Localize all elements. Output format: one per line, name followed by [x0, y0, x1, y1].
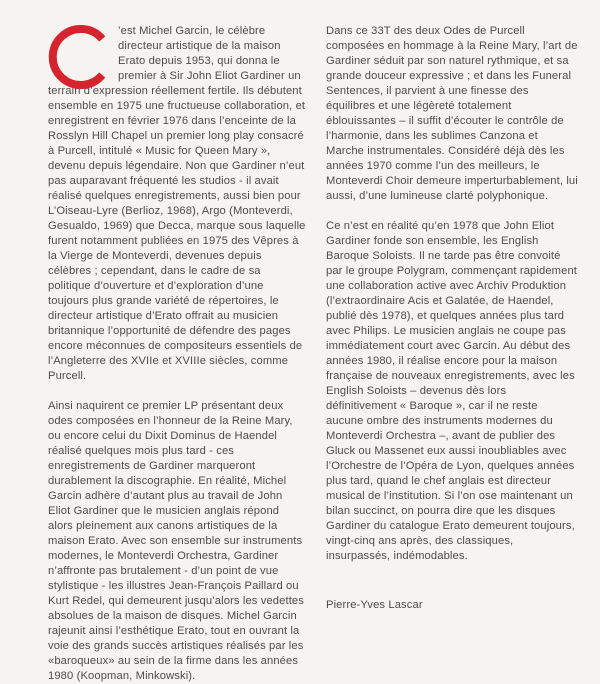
- paragraph-text: Ainsi naquirent ce premier LP présentant deux odes composées en l’honneur de la Reine Mary, ou encore celui du Dixit Dominus de Haendel réalisé quelques mois plus tard - ces enregistrements de Gardiner marqueront durablement la discographie. En réalité, Michel Garcin adhère d’autant plus au travail de John Eliot Gardiner que le musicien anglais répond alors pleinement aux canons artistiques de la maison Erato. Avec son ensemble sur instruments modernes, le Monteverdi Orchestra, Gardiner n’affronte pas brutalement - d’un point de vue stylistique - les illustres Jean-François Paillard ou Kurt Redel, qui demeurent jusqu’alors les vedettes absolues de la maison de disques. Michel Garcin rajeunit ainsi l’esthétique Erato, tout en ouvrant la voie des grands succès artistiques réalisés par les «baroqueux» au sein de la firme dans les années 1980 (Koopman, Minkowski).: [48, 400, 304, 682]
- right-column: [326, 24, 578, 611]
- left-column: [48, 24, 306, 682]
- paragraph-text: ’est Michel Garcin, le célèbre directeur artistique de la maison Erato depuis 1953, qui donna le premier à Sir John Eliot Gardiner un terrain d’expression réellement fertile. Ils débutent ensemble en 1975 une fructueuse collaboration, et enregistrent en février 1976 dans l’enceinte de la Rosslyn Hill Chapel un premier long play consacré à Purcell, intitulé « Music for Queen Mary », devenu depuis légendaire. Non que Gardiner n’eut pas auparavant fréquenté les studios - il avait réalisé quelques enregistrements, aussi bien pour L’Oiseau-Lyre (Berlioz, 1968), Argo (Monteverdi, Gesualdo, 1969) que Decca, marque sous laquelle furent notamment publiées en 1975 des Vêpres à la Vierge de Monteverdi, devenues depuis célèbres ; cependant, dans le cadre de sa politique d’ouverture et d’exploration d’une toujours plus grande variété de répertoires, le directeur artistique d’Erato offrait au musicien britannique l’opportunité de défendre des pages encore méconnues de compositeurs essentiels de l’Angleterre des XVIIe et XVIIIe siècles, comme Purcell.: [48, 25, 306, 382]
- paragraph-text: Dans ce 33T des deux Odes de Purcell composées en hommage à la Reine Mary, l’art de Gardiner séduit par son naturel rythmique, et sa grande douceur expressive ; et dans les Funeral Sentences, il parvient à une finesse des équilibres et une légèreté totalement éblouissantes – il suffit d’écouter le contrôle de l’harmonie, dans les sublimes Canzona et Marche instrumentales. Considéré déjà dès les années 1970 comme l’un des meilleurs, le Monteverdi Choir demeure imperturbablement, lui aussi, d’une lumineuse clarté polyphonique.: [326, 25, 578, 202]
- drop-cap-c-icon: [48, 24, 114, 82]
- author-signature: Pierre-Yves Lascar: [326, 599, 423, 611]
- paragraph-text: Ce n’est en réalité qu’en 1978 que John Eliot Gardiner fonde son ensemble, les English Baroque Soloists. Il ne tarde pas être convoité par le groupe Polygram, commençant rapidement une collaboration active avec Archiv Produktion (l’extraordinaire Acis et Galatée, de Haendel, publié dès 1978), et quelques années plus tard avec Philips. Le musicien anglais ne coupe pas immédiatement court avec Garcin. Au début des années 1980, il réalise encore pour la maison française de nouveaux enregistrements, avec les English Soloists – devenus dès lors définitivement « Baroque », car il ne reste aucune ombre des instruments modernes du Monteverdi Orchestra –, avant de publier des Gluck ou Massenet eux aussi inoubliables avec l’Orchestre de l’Opéra de Lyon, quelques années plus tard, quand le chef anglais est directeur musical de l’institution. Si l’on ose maintenant un bilan succinct, on pourra dire que les disques Gardiner du catalogue Erato demeurent toujours, vingt-cinq ans après, des classiques, insurpassés, indémodables.: [326, 220, 578, 562]
- opening-paragraph: [48, 24, 306, 384]
